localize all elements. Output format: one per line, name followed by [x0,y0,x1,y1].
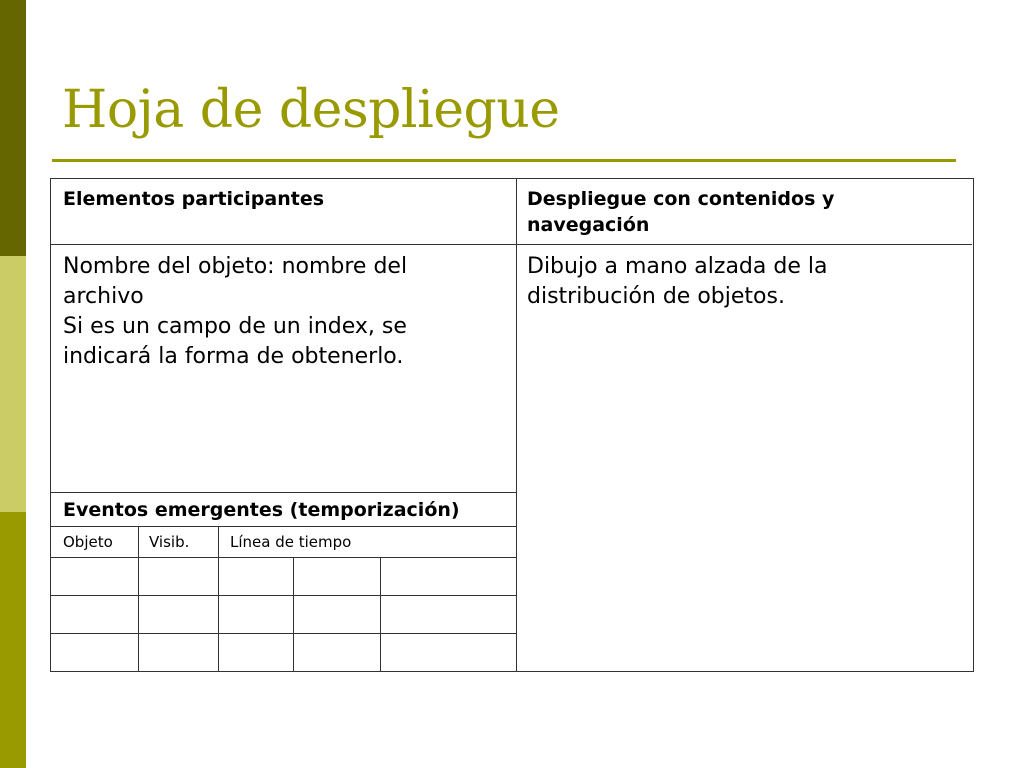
divider-col-time-b [380,557,381,671]
page-title: Hoja de despliegue [62,80,560,140]
deployment-table [50,178,974,672]
elementos-line-3: Si es un campo de un index, se [63,314,407,339]
despliegue-description [527,252,967,312]
divider-empty-row-1 [51,557,516,558]
title-underline [52,159,956,162]
elementos-description [63,252,508,372]
events-header: Eventos emergentes (temporización) [63,499,460,521]
divider-col-objeto [138,526,139,671]
subheader-objeto: Objeto [63,533,113,551]
subheader-visib: Visib. [149,533,190,551]
header-elementos: Elementos participantes [63,188,325,210]
side-bar-dark [0,0,26,256]
header-despliegue-line1: Despliegue con contenidos y [527,188,835,210]
divider-events-row [51,492,516,493]
divider-col-time-a [293,557,294,671]
elementos-line-1: Nombre del objeto: nombre del [63,254,408,279]
divider-empty-row-2 [51,595,516,596]
elementos-line-4: indicará la forma de obtenerlo. [63,344,404,369]
divider-col-visib [218,526,219,671]
side-bar-olive [0,512,26,768]
subheader-linea-tiempo: Línea de tiempo [230,533,352,551]
despliegue-line-2: distribución de objetos. [527,284,785,309]
despliegue-line-1: Dibujo a mano alzada de la [527,254,828,279]
divider-main-column [516,179,517,671]
side-bar-light [0,256,26,512]
elementos-line-2: archivo [63,284,144,309]
header-despliegue-line2: navegación [527,214,650,236]
divider-subheader-row [51,526,516,527]
divider-empty-row-3 [51,633,516,634]
divider-header-row [51,244,972,245]
header-despliegue [527,186,834,238]
